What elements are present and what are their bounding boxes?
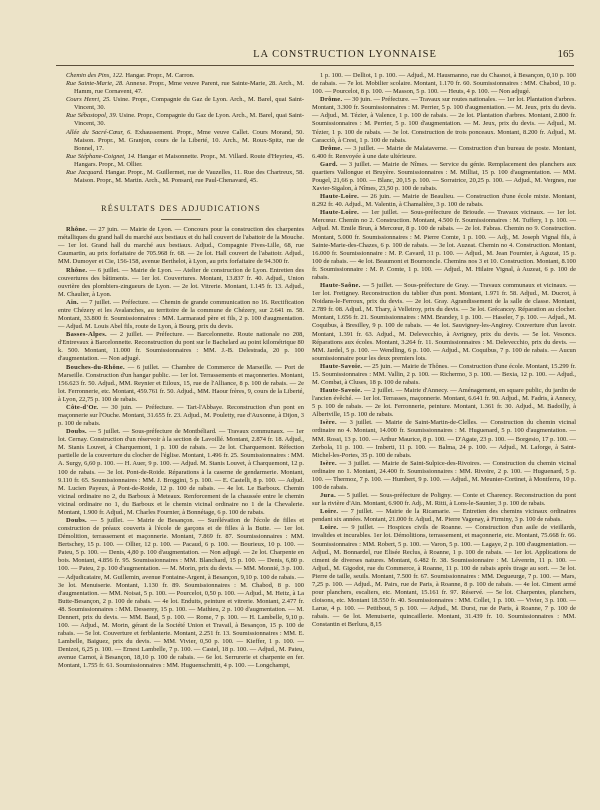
entry-department: Doubs. [66, 428, 87, 436]
entry-department: Jura. [320, 492, 336, 500]
header-rule [56, 65, 574, 66]
entry-department: Basses-Alpes. [66, 331, 107, 339]
address-name: Rue Jacquard. [66, 168, 104, 176]
entry-department: Haute-Loire. [320, 193, 360, 201]
address-item [66, 72, 304, 80]
adjudication-entry [312, 508, 576, 524]
adjudication-entry [312, 524, 576, 629]
entry-text: — 3 juillet. — Mairie de Saint-Martin-de-Clelles. — Construction du chemin vicinal ordinaire no 4. Montant, 14.000 fr. Soumissionnaires : M. Huguenard, 5 p. 100 d'augmentation. — MM. Rossi, 13 p. 100. — Arthur Maurice, 8 p. 100. — D'Agate, 23 p. 100. — Borgesio, 17 p. 100. — Zerbola, 11 p. 100. — Imberti, 11 p. 100. — Balma, 24 p. 100. — Adjud., M. Laforge, à Saint-Michel-les-Portes, 35 p. 100 de rabais. [312, 419, 577, 459]
running-title: LA CONSTRUCTION LYONNAISE [253, 49, 437, 60]
adjudication-entry [312, 492, 576, 508]
address-name: Rue Sébastopol, 39. [66, 112, 118, 120]
adjudication-entry [312, 209, 576, 282]
entry-department: Côte-d'Or. [66, 403, 99, 411]
entry-text: — 26 juin. — Mairie de Beaulieu. — Construction d'une école mixte. Montant, 8.292 fr. 40. Adjud., M. Valentin, à Chamalière, 3 p. 100 de rabais. [312, 193, 576, 209]
entry-text: — 2 juillet. — Mairie d'Annecy. — Aménagement, en square public, du jardin de l'ancien évêché. — 1er lot. Terrasses, maçonnerie. Montant, 6.641 fr. 90. Adjud., M. Fadris, à Annecy, 5 p. 100 de rabais. — 2e lot. Ferronnerie, peinture. Montant, 1.361 fr. 30. Adjud., M. Badoilly, à Albertville, 15 p. 100 de rabais. [312, 387, 576, 419]
address-name: Cours Henri, 25. [66, 96, 111, 104]
adjudication-entry [312, 145, 576, 161]
entry-text: — 25 juin. — Mairie de Thônes. — Construction d'une école. Montant, 15.299 fr. 15. Soumissionnaires : MM. Vallin, 2 p. 100. — Richermo, 3 p. 100. — Bexia, 12 p. 100. — Adjud., M. Combat, à Cluses, 18 p. 100 de rabais. [312, 362, 577, 386]
adjudication-entry [58, 331, 304, 363]
address-item [66, 129, 304, 153]
entry-department: Drôme. [320, 144, 343, 152]
address-detail: Annexe. Propr., Mme veuve Parent, rue Sainte-Marie, 28. Arch., M. Hamm, rue Cornavent, 47. [74, 80, 305, 96]
entry-department: Gard. [320, 160, 338, 168]
adjudication-entry [312, 460, 576, 492]
adjudication-entry [58, 267, 304, 299]
address-list [58, 72, 304, 185]
entry-department: Loire. [320, 524, 339, 532]
entry-text: — 30 juin. — Préfecture. — Tart-l'Abbaye. Reconstruction d'un pont en maçonnerie sur l'Ouche. Montant, 31.655 fr. 23. Adjud., M. Pouletty, rue d'Auxonne, à Dijon, 3 p. 100 de rabais. [58, 403, 305, 428]
entry-text: — 6 juillet. — Mairie de Lyon. — Atelier de construction de Lyon. Entretien des couvertures des bâtiments. — 1er lot. Couvertures. Montant, 13.837 fr. 40. Adjud., Union ouvrière des plombiers-zingueurs de Lyon. — 2e lot. Vitrerie. Montant, 1.145 fr. 13. Adjud., M. Chaulier, à Lyon. [58, 266, 305, 298]
entry-department: Isère. [320, 459, 337, 467]
entry-text: — 6 juillet. — Chambre de Commerce de Marseille. — Port de Marseille. Construction d'un hangar public. — 1er lot. Terrassements et maçonneries. Montant, 156.623 fr. 50. Adjud., MM. Reynier et Eiloux, 15, rue de l'Alliance, 8 p. 100 de rabais. — 2e lot. Ferronnerie, etc. Montant, 459.761 fr. 50. Adjud., MM. Haour frères, 9, cours de la Liberté, à Lyon, 22,75 p. 100 de rabais. [58, 363, 304, 403]
address-item [66, 96, 304, 112]
adjudication-entry [312, 96, 576, 144]
entry-text: — 27 juin. — Mairie de Lyon. — Concours pour la construction des charpentes métalliques du grand hall du marché aux bestiaux et du hall couvert de l'abattoir de la Mouche. — 1er lot. Grand hall du marché aux bestiaux. Adjud., Compagnie Fives-Lille, 68, rue Caumartin, au prix forfaitaire de 705.968 fr. 68. — 2e lot. Hall couvert de l'abattoir. Adjud., MM. Dumoyer et Cie, 156-158, avenue Berthelot, à Lyon, au prix forfaitaire de 94.300 fr. [58, 226, 305, 266]
entry-department: Isère. [320, 419, 337, 427]
section-title: RÉSULTATS DES ADJUDICATIONS [101, 204, 261, 214]
adjudication-entry [312, 363, 576, 387]
adjudication-entry [312, 419, 576, 459]
entry-department: Haute-Saône. [320, 282, 361, 290]
entry-department: Loire. [320, 508, 339, 516]
entry-text: — 3 juillet. — Mairie de Malataverne. — Construction d'un bureau de poste. Montant, 6.400 fr. Renvoyée à une date ultérieure. [312, 144, 576, 160]
entry-text: — 2 juillet. — Préfecture. — Barcelonnette. Route nationale no 208, d'Entrevaux à Barcelonnette. Reconstruction du pont sur le Bachelard au point kilométrique 80 k. 500. Montant, 11.000 fr. Soumissionnaires : MM. J.-B. Delestrada, 20 p. 100 d'augmentation. — Non adjugé. [58, 331, 305, 363]
address-detail: Usine. Propr., Compagnie du Gaz de Lyon. Arch., M. Barel, quai Saint-Vincent, 30. [74, 112, 304, 128]
address-name: Rue Stéphane-Coignet, 14. [66, 152, 136, 160]
address-detail: Usine. Propr., Compagnie du Gaz de Lyon. Arch., M. Barel, quai Saint-Vincent, 30. [74, 96, 305, 112]
address-detail: Hangar. Propr., M. Guillermet, rue de Vauzelles, 11. Rue des Chartreux, 58. Maison. Propr., M. Martin. Arch., M. Ponsard, rue Paul-Chenavard, 45. [74, 168, 304, 185]
entry-text: — 5 juillet. — Sous-préfecture de Montbéliard. — Travaux communaux. — 1er lot. Cernay. Construction d'un réservoir à la section de Lavoillé. Montant, 2.874 fr. 18. Adjud., M. Stanis Louvet, à Charquemont, 1 p. 100 de rabais. — 2e lot. Charquemont. Réfection partielle de la couverture du clocher de l'église. Montant, 1.496 fr. 25. Soumissionnaires : MM. A. Surgy, 6,60 p. 100. — H. Auer, 9 p. 100. — Adjud. M. Stanis Louvet, à Charquemont, 12 p. 100 de rabais. — 3e lot. Pont-de-Roide. Réparations à la caserne de gendarmerie. Montant, 9.110 fr. 65. Soumissionnaires : MM. J. Broggini, 5 p. 100. — E. Castelli, 8 p. 100. — Adjud. M. Lucien Payeux, à Pont-de-Roide, 12 p. 100 de rabais. — 4e lot. Le Barboux. Chemin vicinal ordinaire no 2, du Barboux à Meteaux. Renforcement de la chaussée entre le chemin vicinal ordinaire no 1, du Barboux et le chemin vicinal ordinaire no 1 de la Chevalerie. Montant, 1.900 fr. Adjud., M. Charles Fournier, à Bonnétage, 6 p. 100 de rabais. [58, 428, 304, 516]
page-header [56, 48, 574, 64]
page-number: 165 [557, 48, 574, 60]
adjudication-entry [58, 299, 304, 331]
entry-text: — 3 juillet. — Mairie de Saint-Sulpice-des-Rivoires. — Construction du chemin vicinal ordinaire no 1. Montant, 24.400 fr. Soumissionnaires : MM. Rivoire, 2 p. 100. — Huguenard, 5 p. 100. — Thermoz, 7 p. 100. — Humbert, 9 p. 100. — Adjud., M. Meunier-Cortinet, à Montferra, 10 p. 100 de rabais. [312, 459, 576, 491]
address-detail: Exhaussement. Propr., Mme veuve Callet. Cours Morand, 50. Maison. Propr., M. Granjon, cours de la Liberté, 10. Arch., M. Roux-Spitz, rue de Bonnel, 17. [74, 128, 305, 152]
address-item [66, 153, 304, 169]
address-item [66, 169, 304, 185]
entry-department: Doubs. [66, 516, 87, 524]
entry-department: Rhône. [66, 226, 88, 234]
entry-department: Bouches-du-Rhône. [66, 363, 125, 371]
adjudication-entry [312, 161, 576, 193]
entry-text: — 3 juillet. — Mairie de Nîmes. — Service du génie. Remplacement des planchers aux quartiers Vallongue et Bruyère. Soumissionnaires : M. Milliat, 15 p. 100 d'augmentation. — MM. Pougel, 21,66 p. 100. — Blanc, 20,15 p. 100. — Sorratrice, 20,25 p. 100. — Adjud., M. Vergnes, rue Xavier-Sigalon, à Nîmes, 23,50 p. 100 de rabais. [312, 160, 577, 193]
entry-department: Haute-Savoie. [320, 362, 363, 370]
adjudication-entry [312, 193, 576, 209]
adjudication-entry [312, 282, 576, 363]
address-name: Allée du Sacré-Cœur, 6. [66, 128, 132, 136]
entry-text: — 5 juillet. — Mairie de Besançon. — Surélévation de l'école de filles et construction de préaux couverts à l'école de garçons et de filles à la Butte. — 1er lot. Démolition, terrassement et maçonnerie. Montant, 7.869 fr. 87. Soumissionnaires : MM. Bertschey, 15 p. 100. — Ollier, 12 p. 100. — Pacaud, 6 p. 100. — Bourieux, 10 p. 100. — Pateu, 5 p. 100. — Denis, 4,80 p. 100 d'augmentation. — Non adjugé. — 2e lot. Charpente en bois. Montant, 4.856 fr. 95. Soumissionnaires : MM. Blanchard, 15 p. 100. — Denis, 6,80 p. 100. — Pateu, 2 p. 100 d'augmentation. — M. Morin, prix du devis. — MM. Monnié, 3 p. 100. — Adjudicataire, M. Guillemin, avenue Fontaine-Argent, à Besançon, 9,10 p. 100 de rabais. — 3e lot. Menuiserie. Montant, 1.130 fr. 89. Soumissionnaires : M. Chabod, 8 p. 100 d'augmentation. — MM. Noisat, 5 p. 100. — Pourcelot, 0,50 p. 100. — Adjud., M. Heitz, à La Butte-Besançon, 2 p. 100 de rabais. — 4e lot. Enduits, peinture et vitrerie. Montant, 2.477 fr. 48. Soumissionnaires : MM. Desserey, 15 p. 100. — Mathieu, 2 p. 100 d'augmentation. — M. Dennert, prix du devis. — MM. Baud, 5 p. 100. — Rome, 7 p. 100. — H. Lambelle, 9,10 p. 100. — Adjud., M. Morin, gérant de la Société Union et Travail, à Besançon, 15 p. 100 de rabais. — 5e lot. Couverture et ferblanterie. Montant, 2.251 fr. 13. Soumissionnaires : MM. E. Lambelle, Baiguez, prix du devis. — MM. Vivier, 0,50 p. 100. — Kieffer, 1 p. 100. — Denizot, 6,25 p. 100. — Ernest Lambelle, 7 p. 100. — Castel, 18 p. 100. — Adjud., M. Pateu, avenue Carnot, à Besançon, 18,10 p. 100 de rabais. — 6e lot. Serrurerie et charpente en fer. Montant, 1.755 fr. 61. Soumissionnaires : MM. Huguenschmitt, 4 p. 100. — Longchampt, [58, 516, 305, 670]
left-column [58, 72, 304, 670]
address-item [66, 80, 304, 96]
adjudication-entry [58, 226, 304, 266]
entry-text: — 7 juillet. — Mairie de la Ricamarie. — Entretien des chemins vicinaux ordinaires pendant six années. Montant, 21.000 fr. Adjud., M. Pierre Vagenay, à Firminy, 3 p. 100 de rabais. [312, 508, 577, 524]
left-entries [58, 226, 304, 670]
entry-text: — 9 juillet. — Hospices civils de Roanne. — Construction d'un asile de vieillards, invalides et incurables. 1er lot. Démolitions, terrassement, et maçonnerie, etc. Montant, 75.668 fr. 66. Soumissionnaires : MM. Robert, 5 p. 100. — Varon, 5 p. 100. — Lagaye, 2 p. 100 d'augmentation. — Adjud., M. Bonnardel, rue Elisée Reclus, à Roanne, 1 p. 100 de rabais. — 1er lot. Applications de ciment de diverses natures. Montant, 6.482 fr. 38. Soumissionnaire : M. Lévenrin, 11 p. 100. — Adjud., M. Gigodot, rue du Commerce, à Roanne, 11 p. 100 de rabais après tirage au sort. — 3e lot. Pierre de taille, seuils. Montant, 7.500 fr. 67. Soumissionnaires : MM. Degueurge, 7 p. 100. — Mars, 7,25 p. 100. — Adjud., M. Pairs, rue de Paris, à Roanne, 8 p. 100 de rabais. — 4e lot. Ciment armé pour planchers, escaliers, etc. Montant, 15.161 fr. 97. Réservé. — 5e lot. Charpentes, planchers, cloisons, etc. Montant 18.550 fr. 40. Soumissionnaires : MM. Collet, 1 p. 100. — Vivier, 3 p. 100. — Larue, 4 p. 100. — Petitbout, 5 p. 100. — Adjud., M. Durst, rue de Paris, à Roanne, 7 p. 100 de rabais. — 6e lot. Menuiserie, quincaillerie. Montant, 31.439 fr. 10. Soumissionnaires : MM. Constantin et Berlura, 8,15 [312, 524, 576, 629]
right-entries [312, 72, 576, 629]
adjudication-entry [312, 387, 576, 419]
address-name: Rue Sainte-Marie, 28. [66, 80, 124, 88]
adjudication-entry [58, 364, 304, 404]
entry-text: — 5 juillet. — Sous-préfecture de Poligny. — Conte et Charency. Reconstruction du pont sur la rivière d'Ain. Montant, 6.900 fr. Adj., M. Ritti, à Lons-le-Saunier, 3 p. 100 de rabais. [312, 492, 577, 508]
adjudication-entry [58, 517, 304, 670]
address-name: Chemin des Pins, 122. [66, 72, 124, 79]
adjudication-entry [58, 404, 304, 428]
adjudication-entry [58, 428, 304, 517]
entry-text: 1 p. 100. — Delliot, 1 p. 100. — Adjud., M. Hausmanno, rue du Chasnot, à Besançon, 0,10 p. 100 de rabais. — 7e lot. Mobilier scolaire. Montant, 1.170 fr. 60. Soumissionnaires : MM. Chabod, 10 p. 100. — Pourcelot, 8 p. 100. — Masson, 5 p. 100. — Heuts, 4 p. 100. — Non adjugé. [312, 72, 576, 96]
address-detail: Hangar et Maisonnette. Propr., M. Villard. Route d'Heyrieu, 45. Hangars. Propr., M. Ollier. [74, 152, 305, 168]
entry-department: Ain. [66, 298, 79, 306]
entry-department: Haute-Loire. [320, 209, 360, 217]
adjudication-entry [312, 72, 576, 96]
entry-text: — 30 juin. — Préfecture. — Travaux sur routes nationales. — 1er lot. Plantation d'arbres. Montant, 3.300 fr. Soumissionnaires : M. Perrier, 5 p. 100 d'augmentation. — M. Jeux, prix du devis. — Adjud., M. Tézier, à Valence, 1 p. 100 de rabais. — 2e lot. Plantation d'arbres. Montant, 2.800 fr. Soumissionnaires : M. Perrier, 5 p. 100 d'augmentation. — M. Jeux, prix du devis. — Adjud., M. Tézier, 1 p. 100 de rabais. — 3e lot. Construction de trois ponceaux. Montant, 8.200 fr. Adjud., M. Caracciò, à Crest, 1 p. 100 de rabais. [312, 96, 577, 144]
right-column [312, 72, 576, 629]
entry-department: Drôme. [320, 96, 343, 104]
entry-department: Haute-Savoie. [320, 387, 363, 395]
section-rule [161, 219, 201, 220]
address-detail: Hangar. Propr., M. Carron. [125, 72, 195, 79]
address-item [66, 112, 304, 128]
entry-text: — 5 juillet. — Sous-préfecture de Gray. — Travaux communaux et vicinaux. — 1er lot. Fretigney. Reconstruction du tablier d'un pont. Montant, 1.971 fr. 58. Adjud., M. Ducrot, à Noidans-le-Ferroux, prix du devis. — 2e lot. Gray. Agrandissement de la salle de classe. Montant, 2.789 fr. 08. Adjud., M. Thary, à Velleiroy, prix du devis. — 3e lot. Grécancey. Réparation au clocher. Montant, 1.656 fr. 21. Soumissionnaires : MM. Brandey, 1 p. 100. — Haseler, 7 p. 100. — Adjud., M. Coquibus, à Bresilley, 9 p. 100 de rabais. — 4e lot. Sauvigney-les-Angirey. Couverture d'un lavoir. Montant, 1.391 fr. 63. Adjud., M. Delevecchio, à Avrigney, prix du devis. — 5e lot. Vesoncs. Réparations aux écoles. Montant, 3.264 fr. 11. Soumissionnaires : M. Delevecchio, prix du devis. — MM. Jardel, 5 p. 100. — Wendling, 6 p. 100. — Adjud., M. Coquibus, 7 p. 100 de rabais. — Aucun soumissionnaire pour les deux premiers lots. [312, 282, 576, 362]
entry-text: — 1er juillet. — Sous-préfecture de Brioude. — Travaux vicinaux. — 1er lot. Mercœur. Chemin no 2. Construction. Montant, 4.500 fr. Soumissionnaires : M. Tuffery, 1 p. 100. — Adjud. M. Emile Brun, à Mercœur, 8 p. 100 de rabais. — 2e lot. Fabras. Chemin no 9. Construction. Montant, 5.000 fr. Soumissionnaires : M. Pierre Comte, 1 p. 100. — Adj., M. Joseph Vignal fils, à Sainte-Marie-des-Chazes, 6 p. 100 de rabais. — 3e lot. Auzeat. Chemin no 4. Construction. Montant, 16.000 fr. Soumissionnaire : M. P. Cavard, 11 p. 100. — Adjud., M. Jean Fournier, à Aguzat, 15 p. 100 de rabais. — 4e lot. Beaumont et Bournoncle. Chemins nos 3 et 10. Construction. Montant, 8.100 fr. Soumissionnaire : M. P. Comte, 1 p. 100. — Adjud., M. Hilaire Vignal, à Auzeat, 6 p. 100 de rabais. [312, 209, 577, 281]
entry-text: — 7 juillet. — Préfecture. — Chemin de grande communication no 16. Rectification entre Chézery et les Avalanches, au territoire de la commune de Chézery, sur 2.641 m. 58. Montant, 33.800 fr. Soumissionnaires : MM. Larmaraud père et fils, 2 p. 100 d'augmentation. — Adjud. M. Louis Abel fils, route de Lyon, à Bourg, prix du devis. [58, 298, 304, 331]
entry-department: Rhône. [66, 266, 88, 274]
